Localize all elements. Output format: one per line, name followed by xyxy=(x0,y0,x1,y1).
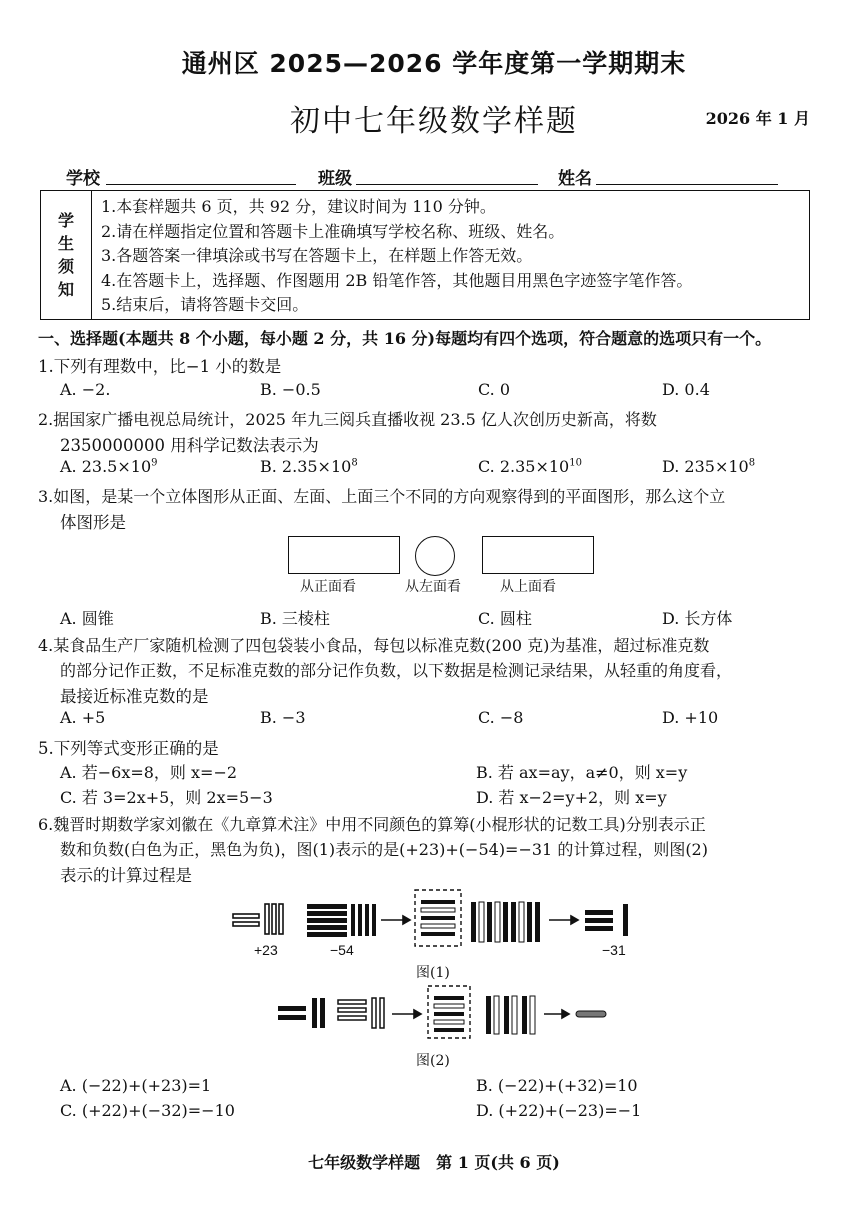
q2-option-d[interactable] xyxy=(662,457,755,476)
q2-option-c[interactable] xyxy=(478,457,582,476)
notice-label-char: 学 xyxy=(57,211,74,230)
q2-option-a[interactable] xyxy=(60,457,158,476)
rods-part-2 xyxy=(338,998,384,1028)
q5-option-c[interactable]: C. 若 3=2x+5，则 2x=5−3 xyxy=(60,788,273,807)
fig1-label-minus-54: −54 xyxy=(330,942,354,958)
exam-subtitle: 初中七年级数学样题 xyxy=(290,104,578,139)
q3-stem-cont: 体图形是 xyxy=(60,513,126,532)
q2-d-exp: 8 xyxy=(748,457,756,469)
notice-label-char: 生 xyxy=(57,234,74,253)
arrow-icon xyxy=(392,1010,421,1018)
q1-option-a[interactable]: A. −2. xyxy=(60,380,111,399)
class-label: 班级 xyxy=(318,169,352,189)
class-field[interactable] xyxy=(356,184,538,185)
q3-stem: 3.如图，是某一个立体图形从正面、左面、上面三个不同的方向观察得到的平面图形，那么这个立 xyxy=(38,487,726,506)
q5-option-a[interactable]: A. 若−6x=8，则 x=−2 xyxy=(60,763,238,782)
q6-stem-cont: 数和负数(白色为正，黑色为负)，图(1)表示的是(+23)+(−54)=−31 的计算过程，则图(2) xyxy=(60,840,708,859)
q1-option-b[interactable]: B. −0.5 xyxy=(260,380,321,399)
top-view-rectangle xyxy=(482,536,594,574)
q6-option-d[interactable]: D. (+22)+(−23)=−1 xyxy=(476,1101,642,1120)
q2-b-base: B. 2.35×10 xyxy=(260,457,352,476)
q4-option-a[interactable]: A. +5 xyxy=(60,708,106,727)
q2-b-exp: 8 xyxy=(351,457,358,469)
q2-option-b[interactable] xyxy=(260,457,358,476)
rods-grouped-2 xyxy=(434,996,464,1032)
q5-stem: 5.下列等式变形正确的是 xyxy=(38,739,219,758)
rods-plus-23 xyxy=(233,904,283,934)
q2-d-base: D. 235×10 xyxy=(662,457,749,476)
rod-result xyxy=(576,1011,606,1017)
q3-option-d[interactable]: D. 长方体 xyxy=(662,609,733,628)
notice-label-char: 须 xyxy=(57,257,74,276)
page-footer: 七年级数学样题 第 1 页(共 6 页) xyxy=(308,1153,560,1172)
q1-option-d[interactable]: D. 0.4 xyxy=(662,380,710,399)
q4-stem-cont: 的部分记作正数，不足标准克数的部分记作负数，以下数据是检测记录结果，从轻重的角度看， xyxy=(60,661,733,680)
left-view-circle xyxy=(415,536,455,576)
q3-option-b[interactable]: B. 三棱柱 xyxy=(260,609,330,628)
q2-c-exp: 10 xyxy=(569,457,582,469)
q4-option-b[interactable]: B. −3 xyxy=(260,708,306,727)
notice-box xyxy=(40,190,810,320)
fig1-label-plus-23: +23 xyxy=(254,942,278,958)
q4-option-d[interactable]: D. +10 xyxy=(662,708,719,727)
q2-a-exp: 9 xyxy=(151,457,158,469)
name-label: 姓名 xyxy=(558,169,592,189)
rods-cancel-group xyxy=(471,902,540,942)
q4-stem-cont2: 最接近标准克数的是 xyxy=(60,687,209,706)
q5-option-d[interactable]: D. 若 x−2=y+2，则 x=y xyxy=(476,788,667,807)
q1-stem: 1.下列有理数中，比−1 小的数是 xyxy=(38,357,282,376)
q6-option-a[interactable]: A. (−22)+(+23)=1 xyxy=(60,1076,212,1095)
rods-minus-31 xyxy=(585,904,628,936)
arrow-icon xyxy=(549,916,578,924)
notice-item: 5.结束后，请将答题卡交回。 xyxy=(101,295,309,314)
notice-label-char: 知 xyxy=(57,280,74,299)
school-field[interactable] xyxy=(106,184,296,185)
q4-option-c[interactable]: C. −8 xyxy=(478,708,524,727)
q6-stem: 6.魏晋时期数学家刘徽在《九章算术注》中用不同颜色的算筹(小棍形状的记数工具)分别表示正 xyxy=(38,815,706,834)
rods-grouped xyxy=(421,900,455,936)
rods-cancel-group-2 xyxy=(486,996,535,1034)
figure-1-counting-rods xyxy=(225,886,645,966)
notice-items xyxy=(101,195,692,318)
q6-stem-cont2: 表示的计算过程是 xyxy=(60,866,192,885)
q2-a-base: A. 23.5×10 xyxy=(60,457,152,476)
exam-date: 2026 年 1 月 xyxy=(705,109,810,128)
top-view-caption: 从上面看 xyxy=(500,579,556,595)
arrow-icon xyxy=(544,1010,569,1018)
fig1-caption: 图(1) xyxy=(416,965,450,981)
section-heading: 一、选择题(本题共 8 个小题，每小题 2 分，共 16 分)每题均有四个选项，符合题意的选项只有一个。 xyxy=(38,329,772,348)
notice-item: 3.各题答案一律填涂或书写在答题卡上，在样题上作答无效。 xyxy=(101,246,533,265)
front-view-caption: 从正面看 xyxy=(300,579,356,595)
q3-option-a[interactable]: A. 圆锥 xyxy=(60,609,114,628)
figure-2-counting-rods xyxy=(272,984,612,1044)
q4-stem: 4.某食品生产厂家随机检测了四包袋装小食品，每包以标准克数(200 克)为基准，超过标准克数 xyxy=(38,636,710,655)
q3-option-c[interactable]: C. 圆柱 xyxy=(478,609,532,628)
school-label: 学校 xyxy=(66,169,100,189)
rods-minus-54 xyxy=(307,904,376,937)
front-view-rectangle xyxy=(288,536,400,574)
q6-option-b[interactable]: B. (−22)+(+32)=10 xyxy=(476,1076,638,1095)
q6-option-c[interactable]: C. (+22)+(−32)=−10 xyxy=(60,1101,235,1120)
q2-c-base: C. 2.35×10 xyxy=(478,457,570,476)
q1-option-c[interactable]: C. 0 xyxy=(478,380,511,399)
rods-part-1 xyxy=(278,998,325,1028)
left-view-caption: 从左面看 xyxy=(405,579,461,595)
name-field[interactable] xyxy=(596,184,778,185)
q5-option-b[interactable]: B. 若 ax=ay，a≠0，则 x=y xyxy=(476,763,688,782)
notice-item: 2.请在样题指定位置和答题卡上准确填写学校名称、班级、姓名。 xyxy=(101,221,565,241)
notice-item: 1.本套样题共 6 页，共 92 分，建议时间为 110 分钟。 xyxy=(101,197,496,216)
arrow-icon xyxy=(381,916,410,924)
fig1-label-minus-31: −31 xyxy=(602,942,626,958)
fig2-caption: 图(2) xyxy=(416,1053,450,1069)
q2-stem-cont: 2350000000 用科学记数法表示为 xyxy=(60,436,319,455)
q2-stem: 2.据国家广播电视总局统计，2025 年九三阅兵直播收视 23.5 亿人次创历史新高，将数 xyxy=(38,410,657,429)
notice-item: 4.在答题卡上，选择题、作图题用 2B 铅笔作答，其他题目用黑色字迹签字笔作答。 xyxy=(101,270,693,290)
notice-label xyxy=(41,191,92,319)
exam-title: 通州区 2025—2026 学年度第一学期期末 xyxy=(181,49,687,78)
